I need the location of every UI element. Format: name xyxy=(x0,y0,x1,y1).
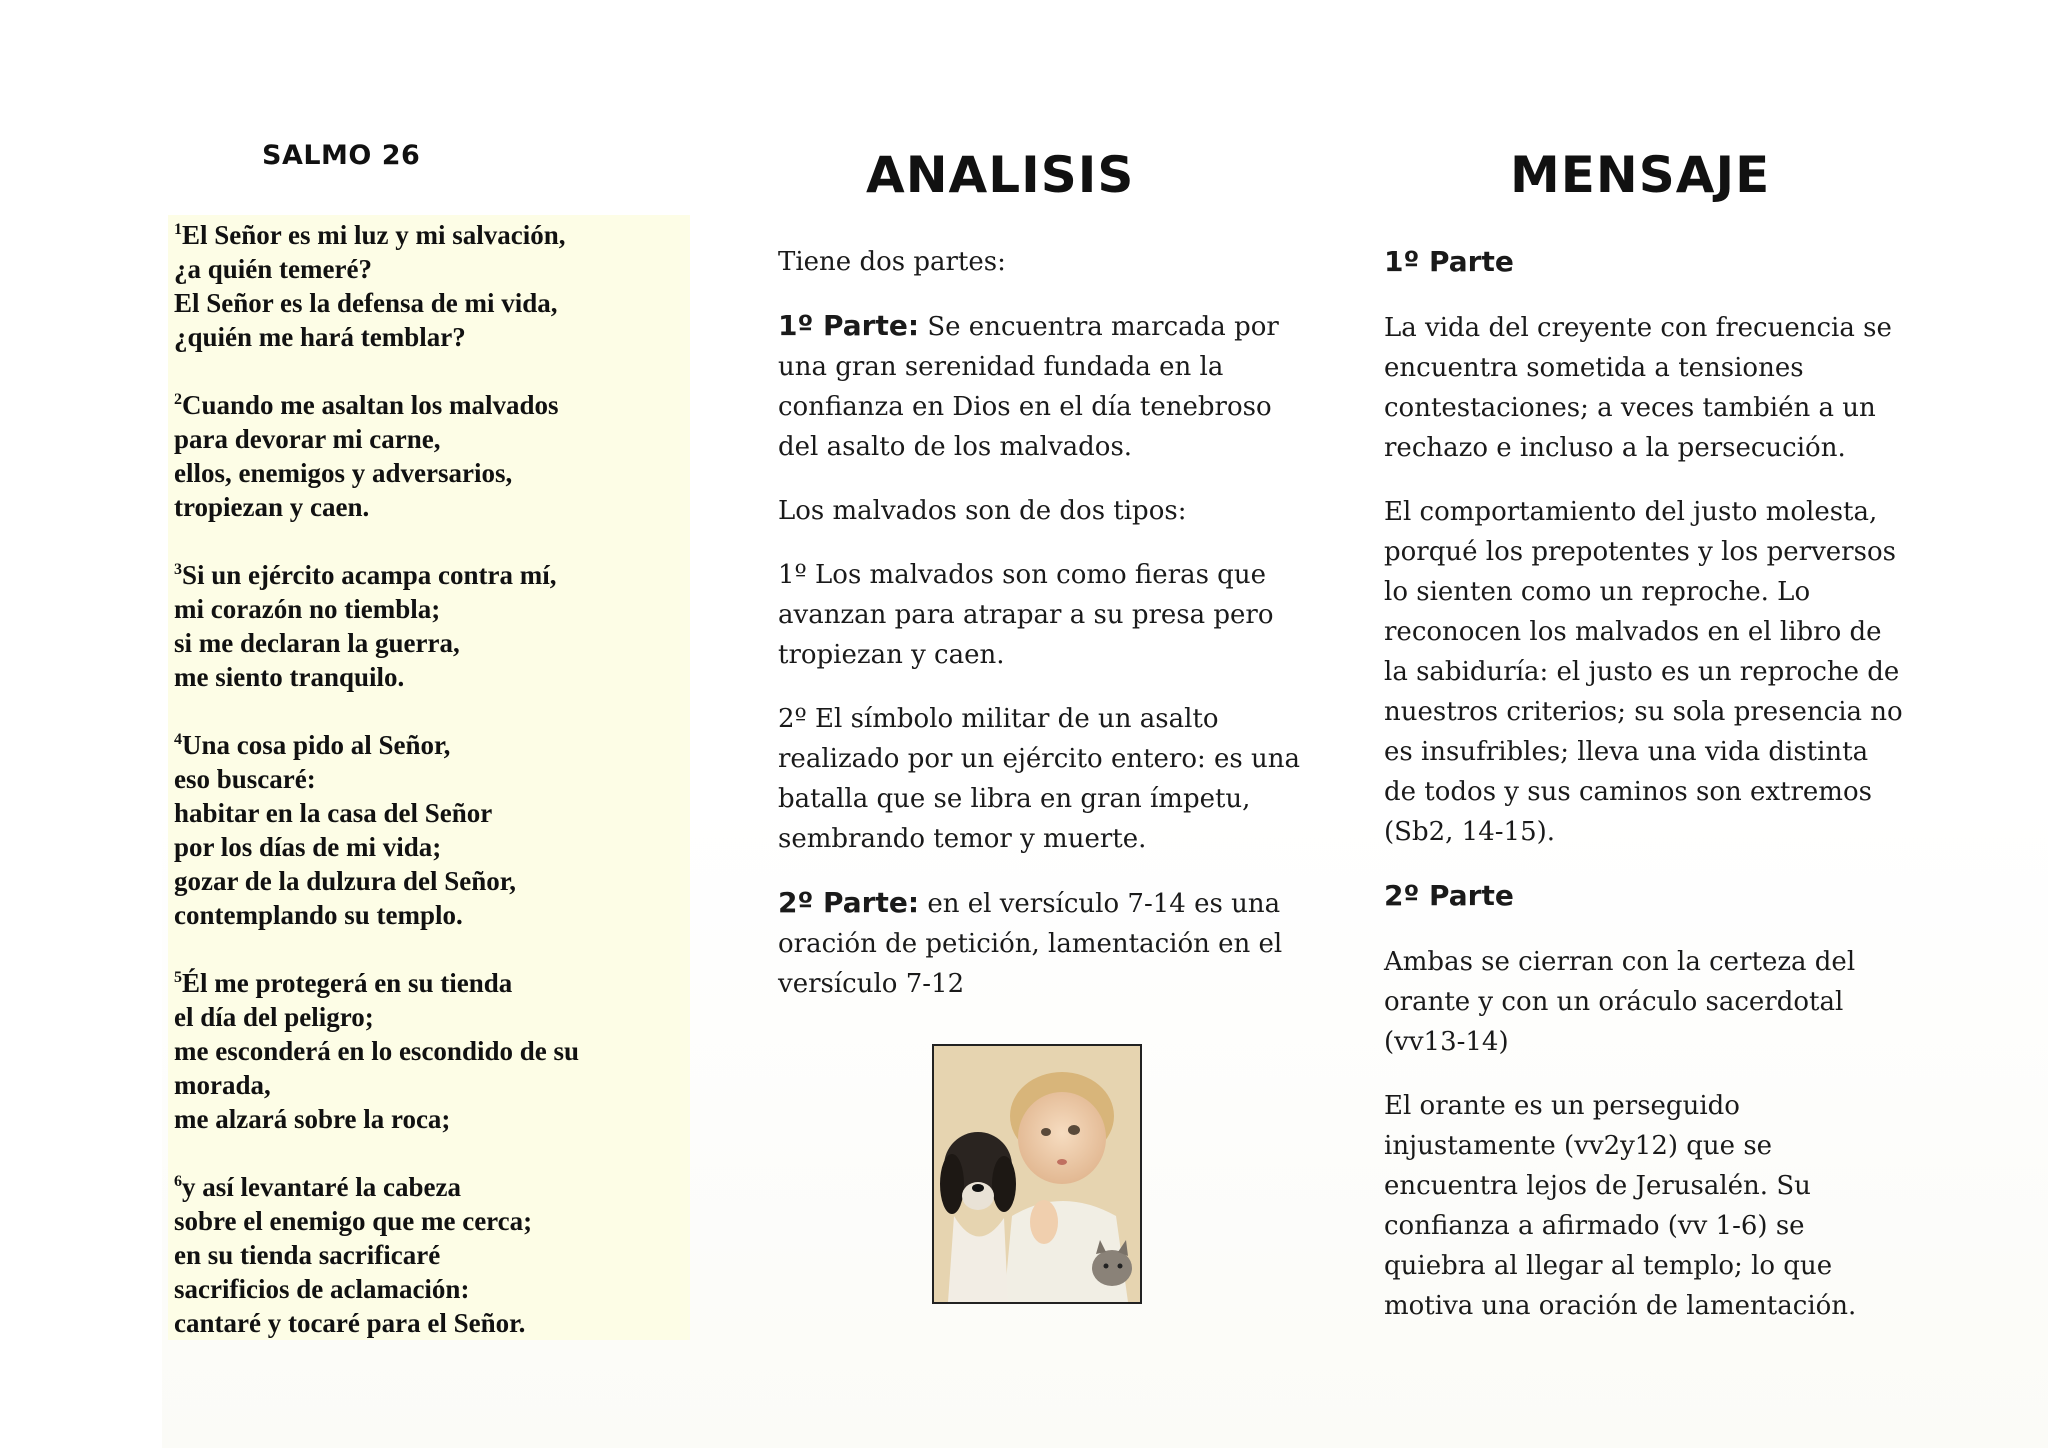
psalm-line: para devorar mi carne, xyxy=(174,424,441,454)
psalm-line: me esconderá en lo escondido de su xyxy=(174,1036,579,1066)
psalm-line: gozar de la dulzura del Señor, xyxy=(174,866,517,896)
psalm-line: tropiezan y caen. xyxy=(174,492,370,522)
psalm-stanza xyxy=(174,388,694,524)
verse-number: 3 xyxy=(174,561,182,578)
psalm-title: SALMO 26 xyxy=(262,140,421,171)
verse-number: 6 xyxy=(174,1173,182,1190)
psalm-line: eso buscaré: xyxy=(174,764,316,794)
verse-number: 4 xyxy=(174,731,182,748)
mensaje-part2-heading: 2º Parte xyxy=(1384,879,1514,912)
psalm-line: sacrificios de aclamación: xyxy=(174,1274,470,1304)
psalm-line: ellos, enemigos y adversarios, xyxy=(174,458,513,488)
verse-number: 5 xyxy=(174,969,182,986)
verse-number: 2 xyxy=(174,391,182,408)
psalm-stanza xyxy=(174,218,694,354)
mensaje-paragraph: El comportamiento del justo molesta, porqué los prepotentes y los perversos lo sienten como un reproche. Lo reconocen los malvados en el libro de la sabiduría: el justo es un reproche de nuestros criterios; su sola presencia no es insufribles; lleva una vida distinta de todos y sus caminos son extremos (Sb2, 14-15). xyxy=(1384,497,1903,847)
analisis-intro: Tiene dos partes: xyxy=(778,247,1006,277)
mensaje-paragraph: Ambas se cierran con la certeza del orante y con un oráculo sacerdotal (vv13-14) xyxy=(1384,947,1856,1057)
psalm-line: El Señor es la defensa de mi vida, xyxy=(174,288,558,318)
psalm-line: cantaré y tocaré para el Señor. xyxy=(174,1308,526,1338)
malvados-tipo2: 2º El símbolo militar de un asalto realizado por un ejército entero: es una batalla que se libra en gran ímpetu, sembrando temor y muerte. xyxy=(778,704,1301,854)
psalm-line: ¿quién me hará temblar? xyxy=(174,322,466,352)
psalm-line: mi corazón no tiembla; xyxy=(174,594,441,624)
psalm-line: contemplando su templo. xyxy=(174,900,463,930)
analisis-body xyxy=(778,242,1318,1028)
psalm-text xyxy=(174,218,694,1374)
psalm-line: el día del peligro; xyxy=(174,1002,374,1032)
malvados-tipo1: 1º Los malvados son como fieras que avanzan para atrapar a su presa pero tropiezan y caen. xyxy=(778,560,1274,670)
part2-label: 2º Parte: xyxy=(778,886,920,919)
psalm-line: me siento tranquilo. xyxy=(174,662,405,692)
psalm-line: $^6$y así levantaré la cabeza xyxy=(174,1172,461,1202)
psalm-stanza xyxy=(174,558,694,694)
psalm-line: $^3$Si un ejército acampa contra mí, xyxy=(174,560,557,590)
psalm-line: si me declaran la guerra, xyxy=(174,628,460,658)
mensaje-paragraph: La vida del creyente con frecuencia se encuentra sometida a tensiones contestaciones; a veces también a un rechazo e incluso a la persecución. xyxy=(1384,313,1892,463)
psalm-line: en su tienda sacrificaré xyxy=(174,1240,441,1270)
mensaje-heading: MENSAJE xyxy=(1510,146,1771,204)
psalm-line: por los días de mi vida; xyxy=(174,832,442,862)
psalm-line: $^2$Cuando me asaltan los malvados xyxy=(174,390,559,420)
malvados-intro: Los malvados son de dos tipos: xyxy=(778,496,1187,526)
psalm-line: $^1$El Señor es mi luz y mi salvación, xyxy=(174,220,566,250)
psalm-line: $^4$Una cosa pido al Señor, xyxy=(174,730,451,760)
praying-child-picture xyxy=(932,1044,1142,1304)
psalm-line: me alzará sobre la roca; xyxy=(174,1104,451,1134)
mensaje-part1-heading: 1º Parte xyxy=(1384,245,1514,278)
psalm-line: sobre el enemigo que me cerca; xyxy=(174,1206,533,1236)
psalm-line: habitar en la casa del Señor xyxy=(174,798,493,828)
praying-child-icon xyxy=(934,1046,1140,1302)
part1-label: 1º Parte: xyxy=(778,309,920,342)
psalm-stanza xyxy=(174,728,694,932)
psalm-stanza xyxy=(174,966,694,1136)
psalm-stanza xyxy=(174,1170,694,1340)
mensaje-paragraph: El orante es un perseguido injustamente (vv2y12) que se encuentra lejos de Jerusalén. Su confianza a afirmado (vv 1-6) se quiebra al llegar al templo; lo que motiva una oración de lamentación. xyxy=(1384,1091,1857,1321)
verse-number: 1 xyxy=(174,221,182,238)
psalm-line: ¿a quién temeré? xyxy=(174,254,372,284)
psalm-line: morada, xyxy=(174,1070,271,1100)
analisis-part1: 1º Parte: Se encuentra marcada por una gran serenidad fundada en la confianza en Dios en el día tenebroso del asalto de los malvados. xyxy=(778,309,1279,462)
mensaje-body xyxy=(1384,242,1904,1350)
psalm-line: $^5$Él me protegerá en su tienda xyxy=(174,968,513,998)
analisis-heading: ANALISIS xyxy=(866,146,1135,204)
analisis-part2: 2º Parte: en el versículo 7-14 es una oración de petición, lamentación en el versículo 7-12 xyxy=(778,886,1283,999)
